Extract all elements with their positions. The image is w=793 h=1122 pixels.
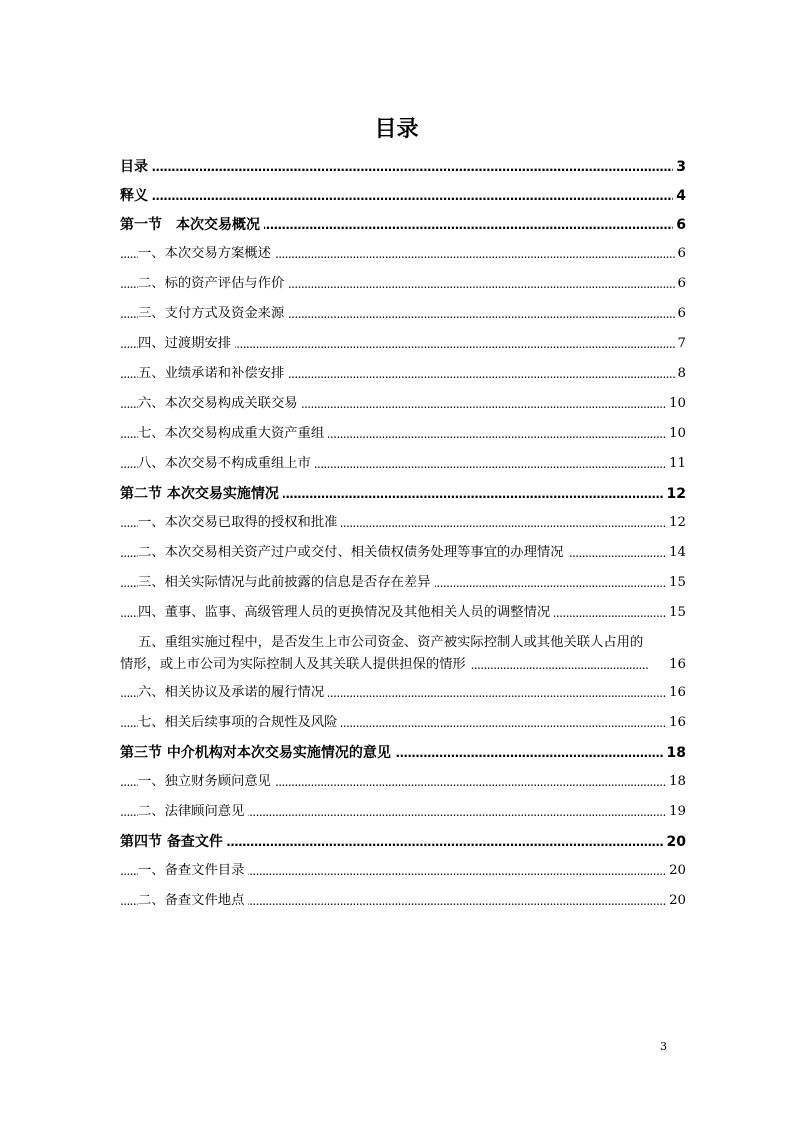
toc-subsection-entry[interactable] xyxy=(120,602,686,624)
toc-entry-label: 一、独立财务顾问意见 xyxy=(138,774,275,789)
toc-entry-label: 五、重组实施过程中，是否发生上市公司资金、资产被实际控制人或其他关联人占用的情形，或上市公司为实际控制人及其关联人提供担保的情形 xyxy=(120,635,644,672)
toc-entry-label: 二、备查文件地点 xyxy=(138,893,248,908)
toc-entry-page: 6 xyxy=(675,303,686,325)
toc-entry-page: 8 xyxy=(675,363,686,385)
toc-subsection-entry[interactable] xyxy=(120,363,686,385)
toc-section-entry[interactable] xyxy=(120,483,686,505)
toc-entry-label: 七、相关后续事项的合规性及风险 xyxy=(138,715,341,730)
toc-section-entry[interactable] xyxy=(120,742,686,764)
toc-subsection-entry[interactable] xyxy=(120,273,686,295)
toc-entry-page: 10 xyxy=(666,393,686,415)
toc-entry-label: 第四节 备查文件 xyxy=(120,834,227,850)
toc-entry-page: 16 xyxy=(666,682,686,704)
toc-subsection-entry[interactable] xyxy=(120,542,686,564)
toc-entry-page: 6 xyxy=(675,273,686,295)
toc-entry-label: 第二节 本次交易实施情况 xyxy=(120,486,283,502)
toc-entry-label: 八、本次交易不构成重组上市 xyxy=(138,456,315,471)
toc-entry-label: 目录 xyxy=(120,159,152,175)
toc-subsection-entry[interactable] xyxy=(120,801,686,823)
toc-subsection-entry[interactable] xyxy=(120,632,686,676)
toc-entry-label: 三、相关实际情况与此前披露的信息是否存在差异 xyxy=(138,575,435,590)
toc-subsection-entry[interactable] xyxy=(120,393,686,415)
toc-section-entry[interactable] xyxy=(120,214,686,236)
toc-entry-page: 12 xyxy=(666,512,686,534)
toc-subsection-entry[interactable] xyxy=(120,572,686,594)
toc-entry-page: 6 xyxy=(675,243,686,265)
toc-subsection-entry[interactable] xyxy=(120,303,686,325)
toc-entry-page: 18 xyxy=(664,742,686,764)
toc-entry-label: 七、本次交易构成重大资产重组 xyxy=(138,426,328,441)
toc-entry-label: 三、支付方式及资金来源 xyxy=(138,306,288,321)
toc-entry-page: 3 xyxy=(673,156,686,178)
toc-entry-label: 四、过渡期安排 xyxy=(138,336,235,351)
toc-subsection-entry[interactable] xyxy=(120,453,686,475)
toc-subsection-entry[interactable] xyxy=(120,682,686,704)
toc-entry-label: 二、本次交易相关资产过户或交付、相关债权债务处理等事宜的办理情况 xyxy=(138,545,568,560)
toc-entry-page: 15 xyxy=(666,572,686,594)
toc-entry-page: 11 xyxy=(666,453,686,475)
toc-entry-page: 19 xyxy=(666,801,686,823)
toc-entry-page: 18 xyxy=(666,771,686,793)
toc-entry-label: 第三节 中介机构对本次交易实施情况的意见 xyxy=(120,745,395,761)
toc-entry-label: 二、标的资产评估与作价 xyxy=(138,276,288,291)
toc-entry-page: 12 xyxy=(664,483,686,505)
toc-entry-label: 第一节 本次交易概况 xyxy=(120,217,264,233)
toc-entry-page: 15 xyxy=(666,602,686,624)
toc-section-entry[interactable] xyxy=(120,185,686,207)
toc-entry-page: 10 xyxy=(666,423,686,445)
toc-entry-label: 一、本次交易已取得的授权和批准 xyxy=(138,515,341,530)
page-number: 3 xyxy=(660,1040,667,1053)
toc-subsection-entry[interactable] xyxy=(120,771,686,793)
toc-entry-label: 六、本次交易构成关联交易 xyxy=(138,396,302,411)
toc-entry-page: 20 xyxy=(666,890,686,912)
toc-subsection-entry[interactable] xyxy=(120,712,686,734)
toc-entry-page: 16 xyxy=(648,654,686,676)
toc-subsection-entry[interactable] xyxy=(120,860,686,882)
table-of-contents xyxy=(120,156,686,920)
toc-entry-page: 6 xyxy=(673,214,686,236)
toc-subsection-entry[interactable] xyxy=(120,243,686,265)
toc-entry-label: 释义 xyxy=(120,188,152,204)
toc-entry-page: 7 xyxy=(675,333,686,355)
toc-subsection-entry[interactable] xyxy=(120,890,686,912)
toc-entry-page: 4 xyxy=(673,185,686,207)
toc-entry-page: 20 xyxy=(666,860,686,882)
toc-entry-page: 14 xyxy=(666,542,686,564)
toc-subsection-entry[interactable] xyxy=(120,512,686,534)
toc-entry-label: 二、法律顾问意见 xyxy=(138,804,248,819)
toc-subsection-entry[interactable] xyxy=(120,333,686,355)
toc-entry-label: 一、本次交易方案概述 xyxy=(138,246,275,261)
toc-entry-label: 六、相关协议及承诺的履行情况 xyxy=(138,685,328,700)
toc-section-entry[interactable] xyxy=(120,156,686,178)
toc-section-entry[interactable] xyxy=(120,831,686,853)
page-title: 目录 xyxy=(374,117,419,142)
toc-entry-page: 16 xyxy=(666,712,686,734)
toc-entry-label: 四、董事、监事、高级管理人员的更换情况及其他相关人员的调整情况 xyxy=(138,605,554,620)
toc-entry-label: 五、业绩承诺和补偿安排 xyxy=(138,366,288,381)
toc-entry-label: 一、备查文件目录 xyxy=(138,863,248,878)
toc-subsection-entry[interactable] xyxy=(120,423,686,445)
toc-entry-page: 20 xyxy=(664,831,686,853)
